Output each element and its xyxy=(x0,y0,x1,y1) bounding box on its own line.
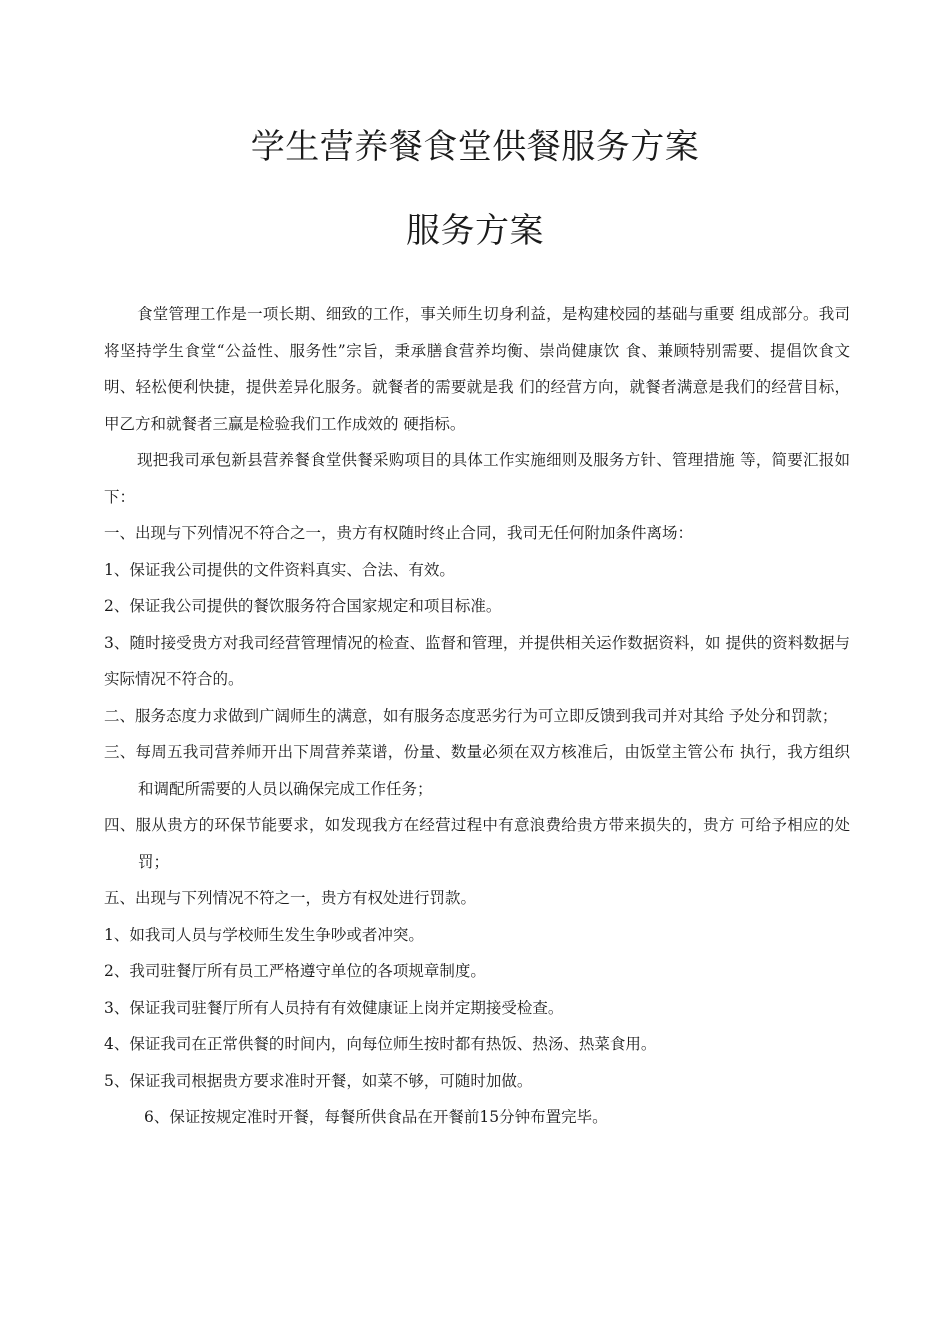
document-body xyxy=(104,296,850,1136)
document-subtitle: 服务方案 xyxy=(406,211,544,251)
list-item: 1、如我司人员与学校师生发生争吵或者冲突。 xyxy=(104,925,424,944)
list-item: 3、保证我司驻餐厅所有人员持有有效健康证上岗并定期接受检查。 xyxy=(104,998,564,1017)
section-two-item: 二、服务态度力求做到广阔师生的满意，如有服务态度恶劣行为可立即反馈到我司并对其给 予处分和罚款； xyxy=(104,706,838,725)
summary-paragraph: 现把我司承包新县营养餐食堂供餐采购项目的具体工作实施细则及服务方针、管理措施 等，简要汇报如下： xyxy=(104,451,850,506)
list-item: 6、保证按规定准时开餐，每餐所供食品在开餐前15分钟布置完毕。 xyxy=(144,1108,608,1126)
list-item: 3、随时接受贵方对我司经营管理情况的检查、监督和管理，并提供相关运作数据资料，如 提供的资料数据与实际情况不符合的。 xyxy=(104,633,850,688)
section-four-item: 四、服从贵方的环保节能要求，如发现我方在经营过程中有意浪费给贵方带来损失的，贵方 可给予相应的处罚； xyxy=(104,816,850,871)
section-three-item: 三、每周五我司营养师开出下周营养菜谱，份量、数量必须在双方核准后，由饭堂主管公布 执行，我方组织和调配所需要的人员以确保完成工作任务； xyxy=(104,743,850,798)
section-five-heading: 五、出现与下列情况不符之一，贵方有权处进行罚款。 xyxy=(104,889,477,907)
list-item: 2、我司驻餐厅所有员工严格遵守单位的各项规章制度。 xyxy=(104,962,486,980)
list-item: 1、保证我公司提供的文件资料真实、合法、有效。 xyxy=(104,560,455,579)
list-item: 2、保证我公司提供的餐饮服务符合国家规定和项目标准。 xyxy=(104,597,502,615)
document-title: 学生营养餐食堂供餐服务方案 xyxy=(250,127,700,167)
list-item: 4、保证我司在正常供餐的时间内，向每位师生按时都有热饭、热汤、热菜食用。 xyxy=(104,1035,657,1053)
section-one-heading: 一、出现与下列情况不符合之一，贵方有权随时终止合同，我司无任何附加条件离场： xyxy=(104,524,694,542)
intro-paragraph: 食堂管理工作是一项长期、细致的工作，事关师生切身利益，是构建校园的基础与重要 组成部分。我司将坚持学生食堂“公益性、服务性”宗旨，秉承膳食营养均衡、崇尚健康饮 食、兼顾特别需要、提倡饮食文明、轻松便利快捷，提供差异化服务。就餐者的需要就是我 们的经营方向，就餐者满意是我们的经营目标，甲乙方和就餐者三赢是检验我们工作成效的 硬指标。 xyxy=(104,305,850,433)
list-item: 5、保证我司根据贵方要求准时开餐，如菜不够，可随时加做。 xyxy=(104,1071,533,1090)
